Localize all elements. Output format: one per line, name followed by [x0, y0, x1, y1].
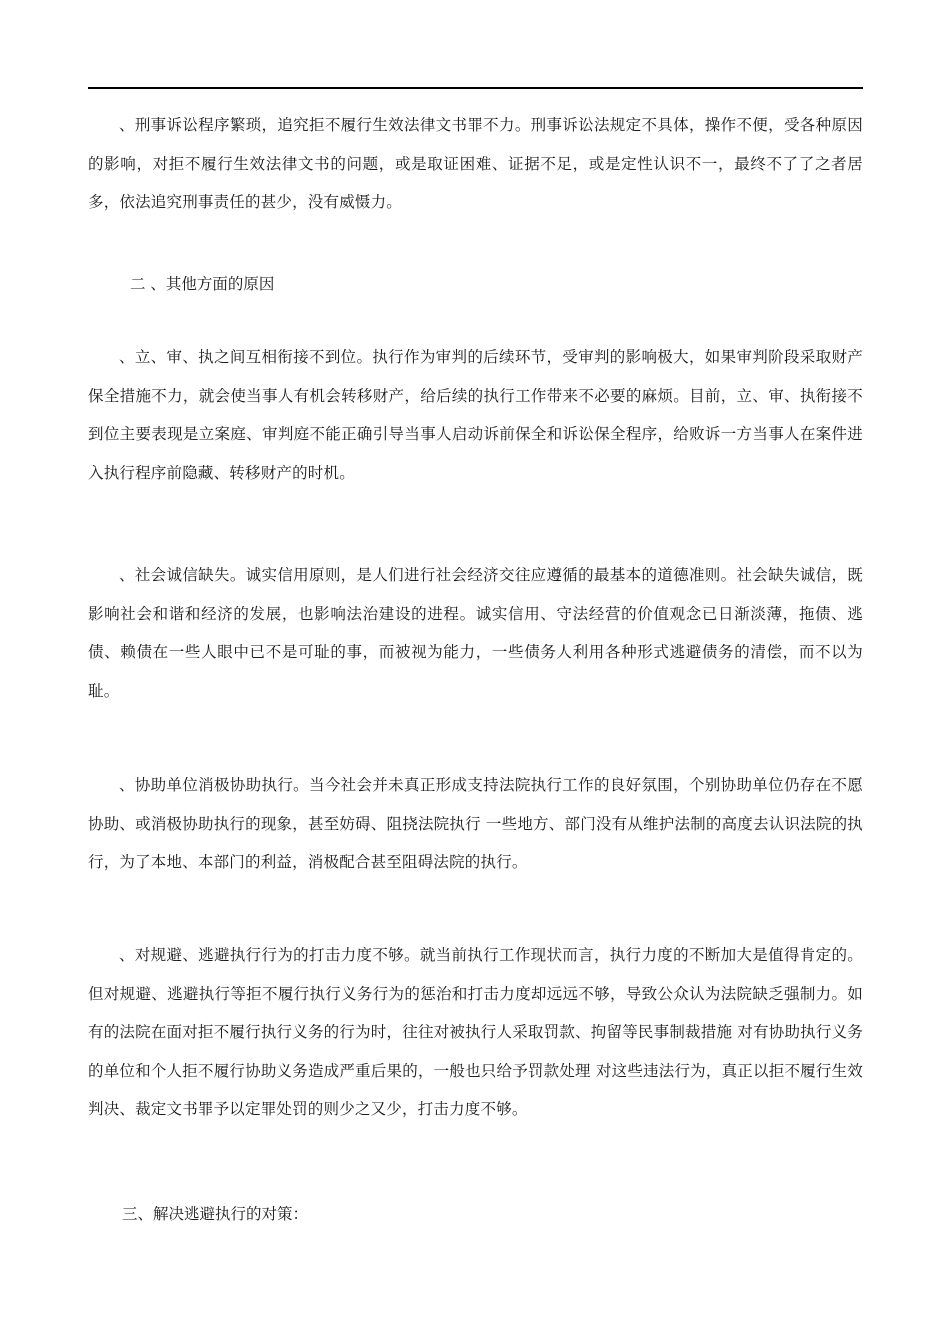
paragraph-social-credit: 、社会诚信缺失。诚实信用原则，是人们进行社会经济交往应遵循的最基本的道德准则。社会缺失诚信，既影响社会和谐和经济的发展，也影响法治建设的进程。诚实信用、守法经营的价值观念已日渐淡薄，拖债、逃债、赖债在一些人眼中已不是可耻的事，而被视为能力，一些债务人利用各种形式逃避债务的清偿，而不以为耻。 [88, 566, 863, 700]
section-heading-countermeasures: 三、解决逃避执行的对策： [122, 1205, 309, 1223]
header-rule [88, 87, 863, 89]
paragraph-criminal-procedure: 、刑事诉讼程序繁琐，追究拒不履行生效法律文书罪不力。刑事诉讼法规定不具体，操作不便，受各种原因的影响，对拒不履行生效法律文书的问题，或是取证困难、证据不足，或是定性认识不一，最终不了了之者居多，依法追究刑事责任的甚少，没有威慑力。 [88, 116, 863, 211]
paragraph-enforcement-strength: 、对规避、逃避执行行为的打击力度不够。就当前执行工作现状而言，执行力度的不断加大是值得肯定的。但对规避、逃避执行等拒不履行执行义务行为的惩治和打击力度却远远不够，导致公众认为法院缺乏强制力。如有的法院在面对拒不履行执行义务的行为时，往往对被执行人采取罚款、拘留等民事制裁措施 对有协助执行义务的单位和个人拒不履行协助义务造成严重后果的，一般也只给予罚款处理 对这些违法行为，真正以拒不履行生效判决、裁定文书罪予以定罪处罚的则少之又少，打击力度不够。 [88, 946, 863, 1118]
paragraph-filing-trial-enforcement: 、立、审、执之间互相衔接不到位。执行作为审判的后续环节，受审判的影响极大，如果审判阶段采取财产保全措施不力，就会使当事人有机会转移财产，给后续的执行工作带来不必要的麻烦。目前，立、审、执衔接不到位主要表现是立案庭、审判庭不能正确引导当事人启动诉前保全和诉讼保全程序，给败诉一方当事人在案件进入执行程序前隐藏、转移财产的时机。 [88, 348, 863, 482]
section-heading-other-reasons: 二 、其他方面的原因 [130, 275, 275, 293]
paragraph-assisting-units: 、协助单位消极协助执行。当今社会并未真正形成支持法院执行工作的良好氛围，个别协助单位仍存在不愿协助、或消极协助执行的现象，甚至妨碍、阻挠法院执行 一些地方、部门没有从维护法制的高度去认识法院的执行，为了本地、本部门的利益，消极配合甚至阻碍法院的执行。 [88, 776, 863, 871]
